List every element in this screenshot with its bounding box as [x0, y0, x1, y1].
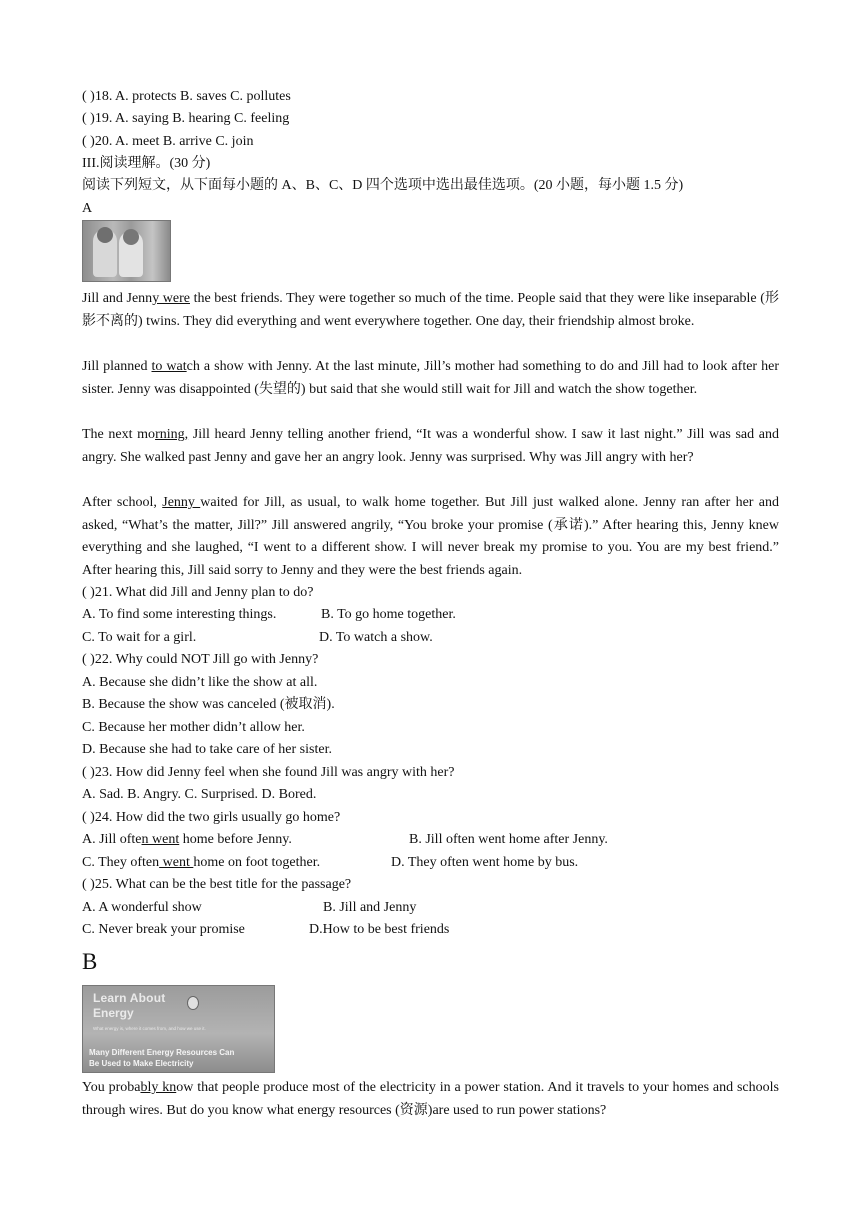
energy-poster-caption-2: Be Used to Make Electricity — [89, 1059, 194, 1068]
question-25-option-a: A. A wonderful show — [82, 900, 202, 915]
section-instructions: 阅读下列短文，从下面每小题的 A、B、C、D 四个选项中选出最佳选项。(20 小题，每小题 1.5 分) — [82, 178, 684, 193]
question-25-option-d: D.How to be best friends — [309, 922, 450, 937]
question-22-option-b: B. Because the show was canceled (被取消). — [82, 697, 335, 712]
question-24-stem: ( )24. How did the two girls usually go home? — [82, 810, 341, 825]
question-22-option-a: A. Because she didn’t like the show at all. — [82, 675, 318, 690]
question-21-option-a: A. To find some interesting things. — [82, 607, 277, 622]
energy-poster-title-2: Energy — [93, 1006, 134, 1020]
energy-poster-image — [82, 985, 275, 1073]
question-22-option-c: C. Because her mother didn’t allow her. — [82, 720, 305, 735]
question-23-stem: ( )23. How did Jenny feel when she found Jill was angry with her? — [82, 765, 455, 780]
passage-a-paragraph-3: The next morning, Jill heard Jenny telling another friend, “It was a wonderful show. I saw it last night.” Jill was sad and angry. She walked past Jenny and gave her an angry look. Jenny was surprised. Why was Jill angry with her? — [82, 427, 779, 465]
two-girls-photo — [82, 220, 171, 282]
question-19: ( )19. A. saying B. hearing C. feeling — [82, 111, 290, 126]
question-23-options: A. Sad. B. Angry. C. Surprised. D. Bored. — [82, 787, 317, 802]
question-22-option-d: D. Because she had to take care of her sister. — [82, 742, 332, 757]
passage-a-label: A — [82, 201, 93, 216]
question-18: ( )18. A. protects B. saves C. pollutes — [82, 89, 291, 104]
question-24-option-c: C. They often went home on foot together. — [82, 855, 321, 870]
energy-poster-title-1: Learn About — [93, 991, 166, 1005]
energy-poster-subtitle: What energy is, where it comes from, and how we use it. — [93, 1026, 206, 1031]
question-22-stem: ( )22. Why could NOT Jill go with Jenny? — [82, 652, 319, 667]
question-21-option-d: D. To watch a show. — [319, 630, 433, 645]
passage-a-paragraph-2: Jill planned to watch a show with Jenny. At the last minute, Jill’s mother had something to do and Jill had to look after her sister. Jenny was disappointed (失望的) but said that she would still wait for Jill and watch the show together. — [82, 359, 779, 397]
section-heading: III.阅读理解。(30 分) — [82, 156, 211, 171]
passage-b-label: B — [82, 949, 98, 974]
passage-a-paragraph-4: After school, Jenny waited for Jill, as usual, to walk home together. But Jill just walked alone. Jenny ran after her and asked, “What’s the matter, Jill?” Jill answered angrily, “You broke your promise (承诺).” After hearing this, Jenny knew everything and she laughed, “I went to a different show. I will never break my promise to you. You are my best friend.” After hearing this, Jill said sorry to Jenny and they were the best friends again. — [82, 495, 779, 578]
question-24-option-b: B. Jill often went home after Jenny. — [409, 832, 608, 847]
question-21-option-b: B. To go home together. — [321, 607, 456, 622]
question-20: ( )20. A. meet B. arrive C. join — [82, 134, 254, 149]
passage-b-paragraph-1: You probably know that people produce most of the electricity in a power station. And it travels to your homes and schools through wires. But do you know what energy resources (资源)are used to run power stations? — [82, 1080, 779, 1118]
question-24-option-d: D. They often went home by bus. — [391, 855, 579, 870]
question-25-stem: ( )25. What can be the best title for the passage? — [82, 877, 352, 892]
energy-poster-caption-1: Many Different Energy Resources Can — [89, 1048, 235, 1057]
question-25-option-b: B. Jill and Jenny — [323, 900, 417, 915]
question-21-stem: ( )21. What did Jill and Jenny plan to do? — [82, 585, 314, 600]
passage-a-paragraph-1: Jill and Jenny were the best friends. They were together so much of the time. People said that they were like inseparable (形影不离的) twins. They did everything and went everywhere together. One day, their friendship almost broke. — [82, 291, 779, 329]
lightbulb-icon — [187, 996, 199, 1010]
question-25-option-c: C. Never break your promise — [82, 922, 245, 937]
question-21-option-c: C. To wait for a girl. — [82, 630, 197, 645]
question-24-option-a: A. Jill often went home before Jenny. — [82, 832, 292, 847]
